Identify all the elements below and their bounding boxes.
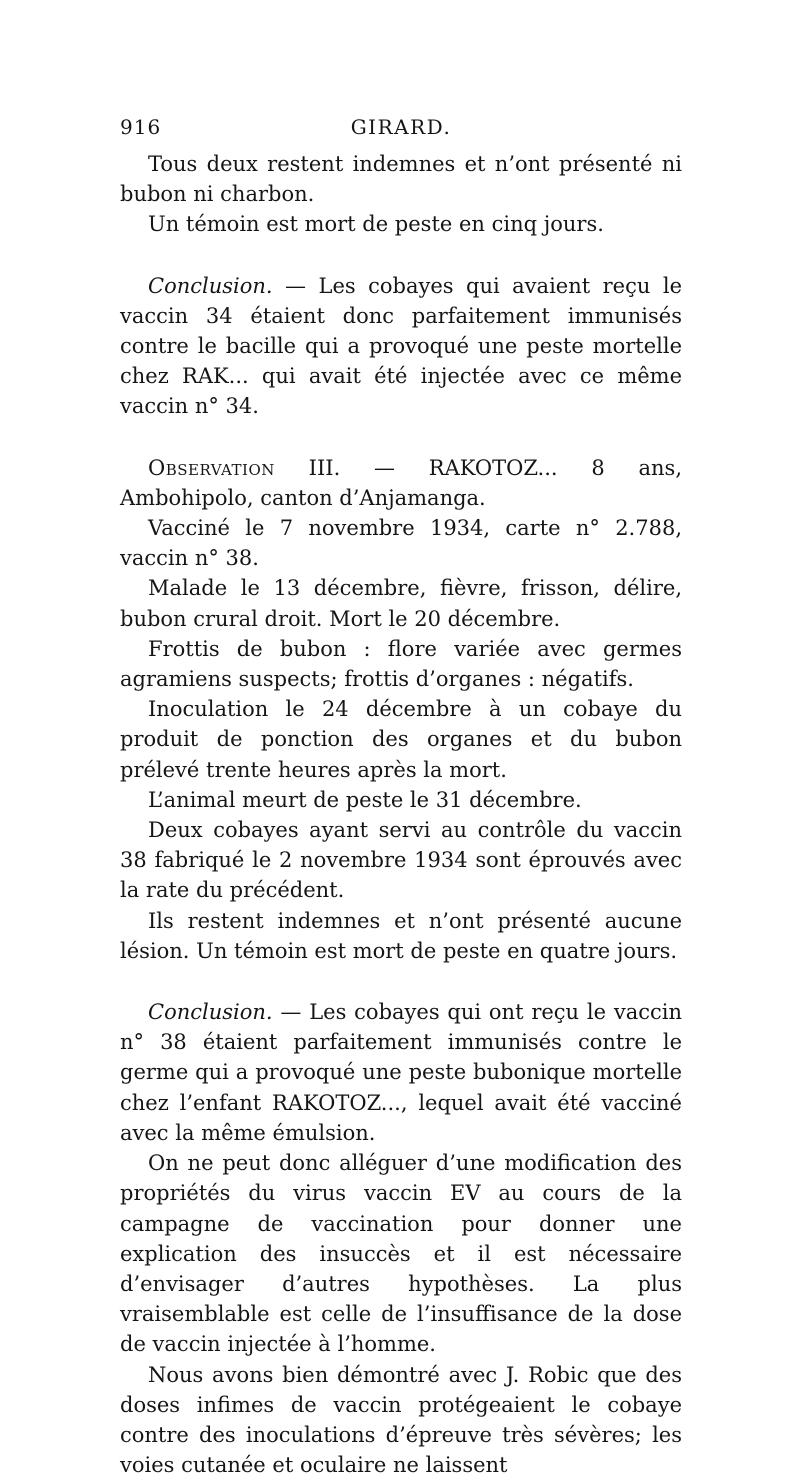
paragraph: Vacciné le 7 novembre 1934, carte n° 2.788, vaccin n° 38. bbox=[120, 516, 682, 571]
conclusion-paragraph bbox=[120, 997, 682, 1148]
running-title: GIRARD. bbox=[350, 115, 452, 139]
paragraph-gap bbox=[120, 966, 682, 997]
paragraph-gap bbox=[120, 422, 682, 453]
page-header bbox=[120, 112, 682, 142]
paragraph: L’animal meurt de peste le 31 décembre. bbox=[148, 787, 582, 812]
conclusion-label: Conclusion. bbox=[148, 273, 273, 298]
conclusion-label: Conclusion. bbox=[148, 1000, 273, 1025]
conclusion-paragraph bbox=[120, 271, 682, 422]
paragraph: Inoculation le 24 décembre à un cobaye du produit de ponction des organes et du bubon prélevé trente heures après la mort. bbox=[120, 697, 682, 782]
paragraph: On ne peut donc alléguer d’une modification des propriétés du virus vaccin EV au cours de la campagne de vaccination pour donner une explication des insuccès et il est nécessaire d’envisager d’autres hypothèses. La plus vraisemblable est celle de l’insuffisance de la dose de vaccin injectée à l’homme. bbox=[120, 1151, 682, 1357]
observation-label: Observation bbox=[148, 455, 275, 480]
observation-heading bbox=[120, 453, 682, 513]
paragraph-text: III. — RAKOTOZ... 8 ans, Ambohipolo, canton d’Anjamanga. bbox=[120, 455, 682, 510]
paragraph: Ils restent indemnes et n’ont présenté aucune lésion. Un témoin est mort de peste en quatre jours. bbox=[120, 908, 682, 963]
paragraph: Tous deux restent indemnes et n’ont présenté ni bubon ni charbon. bbox=[120, 152, 682, 207]
paragraph-text: — Les cobayes qui ont reçu le vaccin n° 38 étaient parfaitement immunisés contre le germe qui a provoqué une peste bubonique mortelle chez l’enfant RAKOTOZ..., lequel avait été vacciné avec la même émulsion. bbox=[120, 1000, 682, 1145]
paragraph-text: — Les cobayes qui avaient reçu le vaccin 34 étaient donc parfaitement immunisés contre le bacille qui a provoqué une peste mortelle chez RAK... qui avait été injectée avec ce même vaccin n° 34. bbox=[120, 273, 682, 419]
paragraph-gap bbox=[120, 240, 682, 271]
body-text bbox=[120, 149, 682, 1480]
paragraph: Frottis de bubon : flore variée avec germes agramiens suspects; frottis d’organes : négatifs. bbox=[120, 636, 682, 692]
paragraph: Deux cobayes ayant servi au contrôle du vaccin 38 fabriqué le 2 novembre 1934 sont éprouvés avec la rate du précédent. bbox=[120, 818, 682, 903]
paragraph: Un témoin est mort de peste en cinq jours. bbox=[148, 212, 604, 237]
paragraph: Nous avons bien démontré avec J. Robic que des doses infimes de vaccin protégeaient le cobaye contre des inoculations d’épreuve très sévères; les voies cutanée et oculaire ne laissent bbox=[120, 1362, 682, 1478]
paragraph: Malade le 13 décembre, fièvre, frisson, délire, bubon crural droit. Mort le 20 décembre. bbox=[120, 576, 682, 631]
page-number: 916 bbox=[120, 115, 162, 139]
